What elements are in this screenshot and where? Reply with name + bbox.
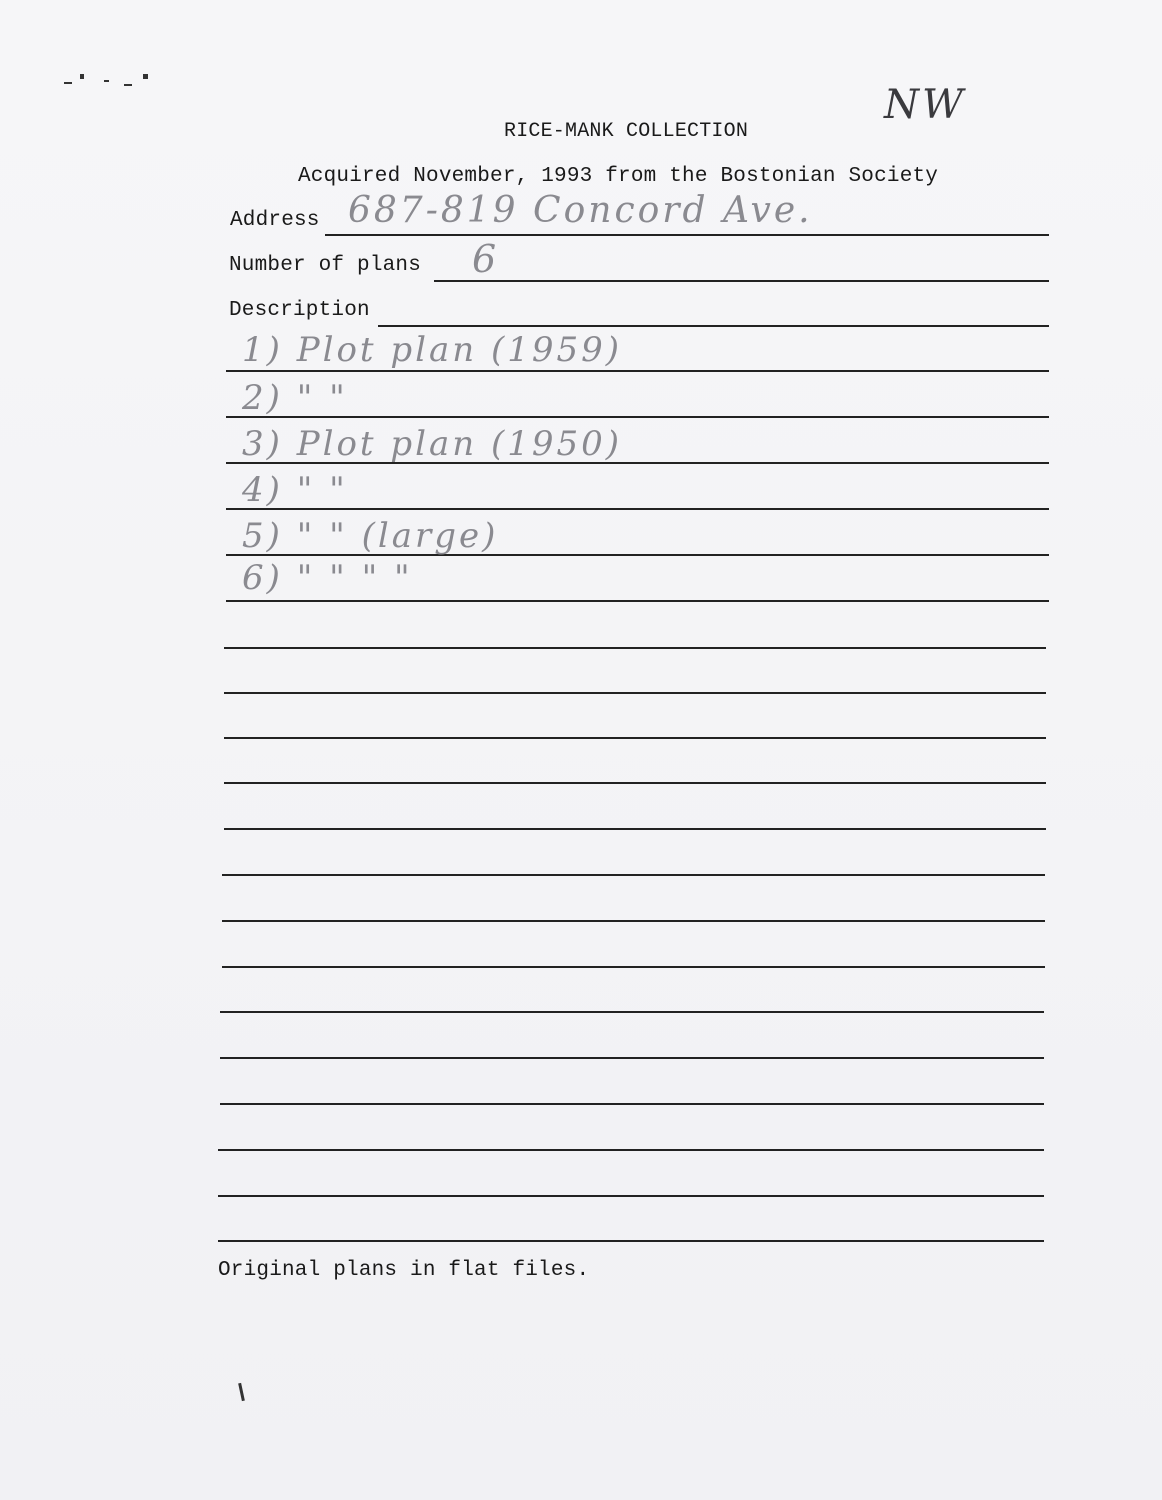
plans-label: Number of plans [229,254,422,277]
address-value: 687-819 Concord Ave. [348,190,813,231]
blank-row-line [224,647,1046,649]
description-entry: 3) Plot plan (1950) [242,424,623,464]
scan-mark-top-left [143,74,148,79]
blank-row-line [224,828,1046,830]
description-label: Description [229,299,370,322]
scan-mark-top-left [124,84,132,86]
address-label: Address [230,209,320,232]
description-row-line [226,416,1049,418]
description-line [378,325,1049,327]
scan-mark-top-left [80,74,84,79]
blank-row-line [224,782,1046,784]
description-row-line [226,370,1049,372]
plans-value: 6 [472,237,500,281]
description-entry: 6) " " " " [242,558,413,598]
address-line [325,234,1049,236]
description-entry: 5) " " (large) [242,516,499,556]
acquisition-line: Acquired November, 1993 from the Bostonian Society [298,165,939,188]
scan-mark-top-left [104,80,109,82]
blank-row-line [218,1149,1044,1151]
description-row-line [226,508,1049,510]
blank-row-line [224,692,1046,694]
blank-row-line [218,1240,1044,1242]
description-entry: 4) " " [242,470,348,510]
scan-mark-bottom-left [238,1383,245,1401]
footer-note: Original plans in flat files. [218,1259,590,1282]
blank-row-line [224,737,1046,739]
scan-mark-top-left [64,82,72,84]
blank-row-line [222,966,1045,968]
description-entry: 1) Plot plan (1959) [242,330,623,370]
description-row-line [226,600,1049,602]
blank-row-line [222,920,1045,922]
blank-row-line [220,1103,1044,1105]
blank-row-line [220,1057,1044,1059]
blank-row-line [222,874,1045,876]
corner-initials: NW [884,82,967,128]
description-entry: 2) " " [242,378,348,418]
collection-title: RICE-MANK COLLECTION [504,120,749,143]
blank-row-line [220,1011,1044,1013]
plans-line [434,280,1049,282]
blank-row-line [218,1195,1044,1197]
